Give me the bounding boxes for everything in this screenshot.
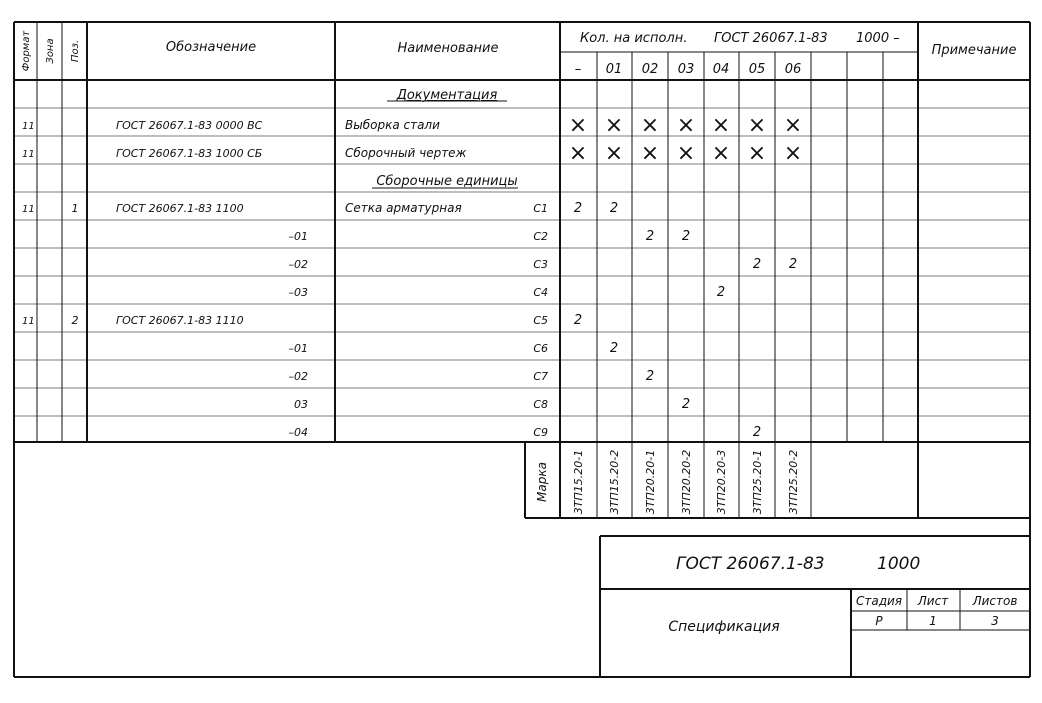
row-mark: С9 xyxy=(533,426,548,439)
table-header xyxy=(21,30,1016,77)
variant-header: 01 xyxy=(605,62,623,77)
qty-value: 2 xyxy=(752,257,762,272)
qty-cross-mark: × xyxy=(604,113,624,138)
row-format: 11 xyxy=(22,149,35,160)
qty-cross-mark: × xyxy=(676,141,696,166)
title-stage-value: Р xyxy=(875,614,883,628)
table-row xyxy=(22,141,802,166)
qty-cross-mark: × xyxy=(747,141,767,166)
row-mark: С5 xyxy=(533,314,548,327)
qty-cross-mark: × xyxy=(604,141,624,166)
variant-header: – xyxy=(574,62,582,77)
header-qty-standard: ГОСТ 26067.1-83 xyxy=(714,31,828,46)
row-format: 11 xyxy=(22,121,35,132)
row-mark: С2 xyxy=(533,230,548,243)
table-row xyxy=(289,285,726,300)
header-note: Примечание xyxy=(931,43,1017,58)
qty-value: 2 xyxy=(788,257,798,272)
title-sheet-label: Лист xyxy=(917,594,949,608)
table-row xyxy=(289,341,619,356)
qty-cross-mark: × xyxy=(568,141,588,166)
table-row xyxy=(294,397,690,412)
header-pos: Поз. xyxy=(70,39,81,63)
header-qty-title: Кол. на исполн. xyxy=(580,31,688,46)
marka-values xyxy=(572,450,800,514)
qty-value: 2 xyxy=(609,201,619,216)
marka-label: Марка xyxy=(535,462,549,502)
section-assemblies: Сборочные единицы xyxy=(376,174,518,189)
variant-header: 04 xyxy=(712,62,730,77)
title-doc-name: Спецификация xyxy=(668,619,780,635)
marka-value: 3ТП15.20-1 xyxy=(572,449,585,515)
row-designation: –03 xyxy=(288,286,308,299)
qty-value: 2 xyxy=(716,285,726,300)
row-mark: С3 xyxy=(533,258,548,271)
row-designation: –02 xyxy=(288,370,308,383)
qty-cross-mark: × xyxy=(568,113,588,138)
marka-value: 3ТП25.20-2 xyxy=(787,449,800,515)
row-designation: ГОСТ 26067.1-83 1110 xyxy=(116,314,244,327)
header-format: Формат xyxy=(21,30,32,72)
title-sheets-label: Листов xyxy=(972,594,1018,608)
qty-value: 2 xyxy=(573,313,583,328)
header-name: Наименование xyxy=(397,41,499,56)
row-format: 11 xyxy=(22,204,35,215)
title-code: ГОСТ 26067.1-83 xyxy=(676,554,825,574)
marka-value: 3ТП20.20-3 xyxy=(715,449,728,515)
row-designation: ГОСТ 26067.1-83 1000 СБ xyxy=(116,147,263,160)
qty-value: 2 xyxy=(573,201,583,216)
row-pos: 1 xyxy=(71,202,79,215)
row-mark: С1 xyxy=(533,202,548,215)
qty-value: 2 xyxy=(645,369,655,384)
row-name: Сетка арматурная xyxy=(345,201,462,215)
marka-value: 3ТП25.20-1 xyxy=(751,449,764,515)
row-designation: ГОСТ 26067.1-83 0000 ВС xyxy=(116,119,263,132)
qty-cross-mark: × xyxy=(747,113,767,138)
title-block xyxy=(600,536,1030,677)
qty-cross-mark: × xyxy=(783,113,803,138)
table-row xyxy=(22,313,582,328)
qty-cross-mark: × xyxy=(640,113,660,138)
title-sheets-value: 3 xyxy=(991,614,999,628)
row-mark: С6 xyxy=(533,342,548,355)
row-designation: ГОСТ 26067.1-83 1100 xyxy=(116,202,244,215)
row-pos: 2 xyxy=(71,314,79,327)
header-zone: Зона xyxy=(45,38,56,64)
qty-cross-mark: × xyxy=(783,141,803,166)
row-mark: С4 xyxy=(533,286,548,299)
table-row xyxy=(289,369,655,384)
row-designation: –01 xyxy=(288,342,308,355)
row-name: Выборка стали xyxy=(345,118,440,132)
title-stage-label: Стадия xyxy=(855,594,903,608)
qty-value: 2 xyxy=(681,397,691,412)
row-name: Сборочный чертеж xyxy=(345,146,467,160)
header-qty-base: 1000 – xyxy=(856,31,900,46)
qty-cross-mark: × xyxy=(711,113,731,138)
row-mark: С7 xyxy=(533,370,548,383)
qty-value: 2 xyxy=(681,229,691,244)
row-designation: –02 xyxy=(288,258,308,271)
section-documentation: Документация xyxy=(396,88,498,103)
marka-value: 3ТП20.20-2 xyxy=(680,449,693,515)
variant-header: 02 xyxy=(641,62,659,77)
qty-cross-mark: × xyxy=(676,113,696,138)
qty-value: 2 xyxy=(752,425,762,440)
row-designation: –01 xyxy=(288,230,308,243)
variant-header: 05 xyxy=(748,62,766,77)
qty-cross-mark: × xyxy=(711,141,731,166)
marka-value: 3ТП20.20-1 xyxy=(644,449,657,515)
row-designation: –04 xyxy=(288,426,308,439)
row-mark: С8 xyxy=(533,398,548,411)
title-code-number: 1000 xyxy=(877,554,921,574)
marka-value: 3ТП15.20-2 xyxy=(608,449,621,515)
header-designation: Обозначение xyxy=(165,40,257,55)
table-row xyxy=(289,257,798,272)
table-row xyxy=(22,201,618,216)
qty-value: 2 xyxy=(609,341,619,356)
table-row xyxy=(22,113,802,138)
variant-header: 03 xyxy=(677,62,695,77)
row-format: 11 xyxy=(22,316,35,327)
table-row xyxy=(289,425,762,440)
title-sheet-value: 1 xyxy=(929,614,937,628)
variant-headers xyxy=(575,62,802,77)
table-row xyxy=(289,229,691,244)
qty-value: 2 xyxy=(645,229,655,244)
row-designation: 03 xyxy=(294,398,308,411)
qty-cross-mark: × xyxy=(640,141,660,166)
variant-header: 06 xyxy=(784,62,802,77)
